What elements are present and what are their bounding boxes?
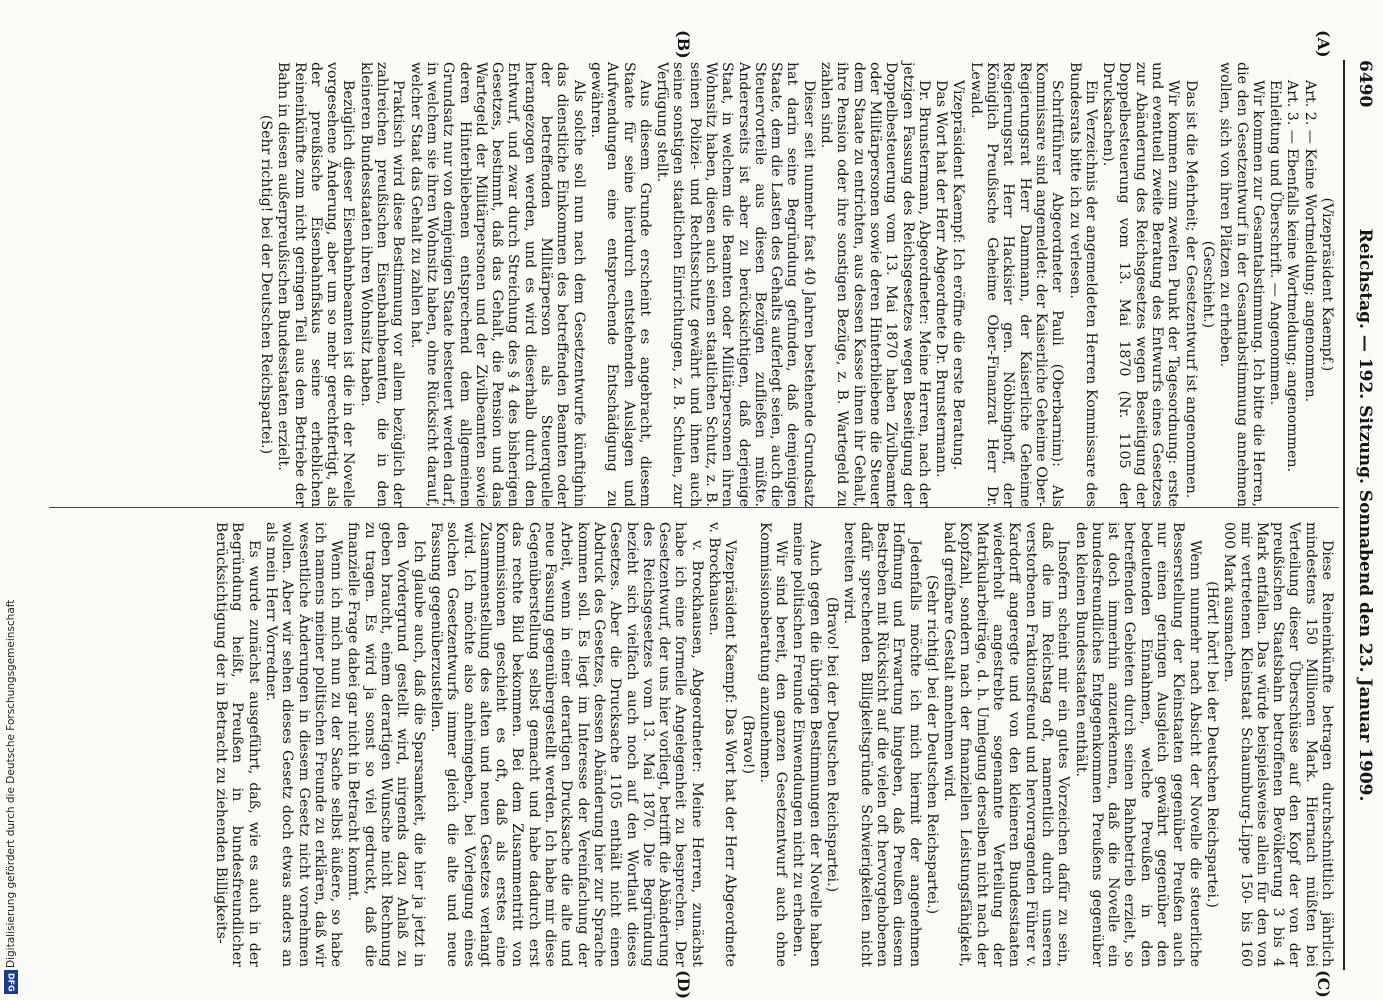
paragraph: Es wurde zunächst ausgeführt, daß, wie es auch in der Begründung heißt, Preußen in bundesfreundlicher Berücksichtigung der in Betracht zu ziehenden Billigkeits- [213,522,262,967]
paragraph: Auch gegen die übrigen Bestimmungen der Novelle haben meine politischen Freunde Einwendungen nicht zu erheben. [790,522,823,967]
paragraph: Diese Reineinkünfte betragen durchschnittlich jährlich mindestens 150 Millionen Mark. Hiernach müßten bei Verteilung dieser Überschüsse auf den Kopf der von der preußischen Staatsbahn betroffenen Bevölkerung 3 bis 4 Mark entfallen. Das würde beispielsweise allein für den von mir vertretenen Kleinstaat Schaumburg-Lippe 150- bis 160 000 Mark ausmachen. [1221,522,1335,967]
paragraph: Wir sind bereit, den ganzen Gesetzentwurf auch ohne Kommissionsberatung anzunehmen. [756,522,790,967]
paragraph: Schriftführer Abgeordneter Pauli (Oberbarnim): Als Kommissare sind angemeldet: der Kaiserliche Geheime Ober-Regierungsrat Herr Dammann, der Kaiserliche Geheime Regierungsrat Herr Hackisier gen. Nöbbinghoff, der Königlich Preußische Geheime Ober-Finanzrat Herr Dr. Lewald. [967,62,1066,507]
paragraph: Einleitung und Überschrift. — Angenommen. [1267,80,1284,405]
paragraph: Jedenfalls möchte ich mich hiermit der angenehmen Hoffnung und Erwartung hingeben, daß Preußen diesem Bestreben mit Rücksicht auf die vielen oft hervorgehobenen dafür sprechenden Billigkeitsgründe Schwierigkeiten nicht bereiten wird. [841,522,923,967]
left-column [257,62,1335,507]
paragraph: Praktisch wird diese Bestimmung vor allem bezüglich der zahlreichen preußischen Eisenbahnbeamten, die in den kleineren Bundesstaaten ihren Wohnsitz haben. [357,62,407,507]
interjection: (Bravo!) [739,715,756,774]
paragraph: v. Brockhausen, Abgeordneter: Meine Herren, zunächst habe ich eine formelle Angelegenheit zu besprechen. Der Gesetzentwurf, der uns hier vorliegt, betrifft die Abänderung des Reichsgesetzes vom 13. Mai 1870. Die Begründung bezieht sich vielfach auch noch auf den Wortlaut dieses Gesetzes. Aber die Drucksache 1105 enthält nicht einen Abdruck des Gesetzes, dessen Abänderung hier zur Sprache kommen soll. Es liegt im Interesse der Vereinfachung der Arbeit, wenn in einer derartigen Drucksache die alte und neue Fassung gegenübergestellt werden. Ich habe mir diese Gegenüberstellung selbst gemacht und habe dadurch erst das rechte Bild bekommen. Bei dem Zusammentritt von Kommissionen geschieht es oft, daß als erstes eine Zusammenstellung des alten und neuen Gesetzes verlangt wird. Ich möchte also anheimgeben, bei Vorlegung eines solchen Gesetzentwurfs immer gleich die alte und neue Fassung gegenüberzustellen. [427,522,705,967]
paragraph: Bezüglich dieser Eisenbahnbeamten ist die in der Novelle vorgesehene Änderung, aber um so mehr gerechtfertigt, als der preußische Eisenbahnfiskus seine erheblichen Reineinkünfte zum nicht geringen Teil aus dem Betriebe der Bahn in diesen außerpreußischen Bundesstaaten erzielt. [275,62,357,507]
interjection: (Hört! hört! bei der Deutschen Reichspartei.) [1203,581,1220,908]
paragraph: Aus diesem Grunde erscheint es angebracht, diesem Staate für seine hierdurch entstehenden Auslagen und Aufwendungen eine entsprechende Entschädigung zu gewähren. [587,62,653,507]
margin-marker-a: (A) [1314,30,1333,58]
paragraph: Art. 3. — Ebenfalls keine Wortmeldung; angenommen. [1284,80,1301,473]
margin-marker-d: (D) [674,970,693,1000]
paragraph: Als solche soll nun nach dem Gesetzentwurfe künftighin das dienstliche Einkommen des betreffenden Beamten oder der betreffenden Militärperson als Steuerquelle herangezogen werden, und es wird dieserhalb durch den Entwurf, und zwar durch Streichung des § 4 des bisherigen Gesetzes, bestimmt, daß das Gehalt, die Pension und das Wartegeld der Militärpersonen und der Zivilbeamten sowie deren Hinterbliebenen entsprechend dem allgemeinen Grundsatz nur von demjenigen Staate besteuert werden darf, in welchem sie ihren Wohnsitz haben, ohne Rücksicht darauf, welcher Staat das Gehalt zu zahlen hat. [407,62,587,507]
interjection: (Bravo! bei der Deutschen Reichspartei.) [824,596,841,893]
page-header [1345,60,1375,970]
page-title: Reichstag. — 192. Sitzung. Sonnabend den 23. Januar 1909. [1355,228,1375,802]
paragraph: Vizepräsident Kaempf: Das Wort hat der Herr Abgeordnete v. Brockhausen. [706,522,739,967]
paragraph: Ich glaube auch, daß die Sparsamkeit, die hier ja jetzt in den Vordergrund gestellt wird, nirgends dazu Anlaß zu geben braucht, einem derartigen Wunsche nicht Rechnung zu tragen. Es wird ja sonst so viel gedruckt, daß die finanzielle Frage dabei gar nicht in Betracht kommt. [345,522,427,967]
paragraph: Insofern scheint mir ein gutes Vorzeichen dafür zu sein, daß die im Reichstag oft, namentlich durch unseren verstorbenen Fraktionsfreund und hervorragenden Führer v. Kardorff angeregte und von den kleineren Bundesstaaten wiederholt angestrebte sogenannte Verteilung der Matrikularbeiträge, d. h. Umlegung derselben nicht nach der Kopfzahl, sondern nach der finanziellen Leistungsfähigkeit, bald greifbare Gestalt annehmen wird. [941,522,1072,967]
right-column [212,522,1335,967]
digitization-watermark [2,0,20,1000]
interjection: (Vizepräsident Kaempf.) [1319,197,1335,372]
margin-marker-b: (B) [674,30,693,59]
paragraph: Ein Verzeichnis der angemeldeten Herren Kommissare des Bundesrats bitte ich zu verlesen. [1066,62,1099,507]
paragraph: Das Wort hat der Herr Abgeordnete Dr. Brunstermann. [933,80,950,478]
paragraph: Wenn ich mich nun zu der Sache selbst äußere, so habe ich namens meiner politischen Freunde zu erklären, daß wir wesentliche Änderungen in diesem Gesetz nicht vornehmen wollen. Aber wir sehen dieses Gesetz doch etwas anders an als mein Herr Vorredner. [263,522,345,967]
paragraph: Wir kommen zur Gesamtabstimmung. Ich bitte die Herren, die den Gesetzentwurf in der Gesamtabstimmung annehmen wollen, sich von ihren Plätzen zu erheben. [1217,62,1266,507]
column-divider [49,507,1339,508]
paragraph: Wenn nunmehr nach Absicht der Novelle die steuerliche Besserstellung der Kleinstaaten gegenüber Preußen auch nur einen geringen Ausgleich gewährt gegenüber den bedeutenden Einnahmen, welche Preußen in den betreffenden Gebieten durch seinen Bahnbetrieb erzielt, so ist doch immerhin anzuerkennen, daß die Novelle ein bundesfreundliches Entgegenkommen Preußens gegenüber den kleinen Bundesstaaten enthält. [1072,522,1203,967]
watermark-text: Digitalisierung gefördert durch die Deutsche Forschungsgemeinschaft [5,599,17,968]
dfg-logo-icon: DFG [4,970,18,994]
paragraph: Art. 2. — Keine Wortmeldung; angenommen. [1301,80,1318,403]
interjection: (Sehr richtig! bei der Deutschen Reichspartei.) [258,114,274,455]
rotated-document-page [43,0,1383,1000]
interjection: (Sehr richtig! bei der Deutschen Reichspartei.) [923,574,940,915]
paragraph: Vizepräsident Kaempf: Ich eröffne die erste Beratung. [950,80,967,471]
margin-marker-c: (C) [1314,970,1333,998]
header-rule [1343,60,1345,970]
paragraph: Dr. Brunstermann, Abgeordneter: Meine Herren, nach der jetzigen Fassung des Reichsgesetzes wegen Beseitigung der Doppelbesteuerung vom 13. Mai 1870 haben Zivilbeamte oder Militärpersonen sowie deren Hinterbliebene die Steuer dem Staate zu entrichten, aus dessen Kasse ihnen ihr Gehalt, ihre Pension oder ihre sonstigen Bezüge, z. B. Wartegeld zu zahlen sind. [818,62,932,507]
page-number: 6490 [1355,60,1375,108]
paragraph: Dieser seit nunmehr fast 40 Jahren bestehende Grundsatz hat darin seine Begründung gefunden, daß demjenigen Staate, dem die Lasten des Gehalts auferlegt seien, auch die Steuervorteile aus diesen Bezügen zufließen müßte. Andererseits ist aber zu berücksichtigen, daß derjenige Staat, in welchem die Beamten oder Militärpersonen ihren Wohnsitz haben, diesen auch seinen staatlichen Schutz, z. B. seinen Polizei- und Rechtsschutz gewährt und ihnen auch seine sonstigen staatlichen Einrichtungen, z. B. Schulen, zur Verfügung stellt. [654,62,817,507]
interjection: (Geschieht.) [1199,240,1216,329]
paragraph: Wir kommen zum zweiten Punkt der Tagesordnung: erste und eventuell zweite Beratung des Entwurfs eines Gesetzes zur Abänderung des Reichsgesetzes wegen Beseitigung der Doppelbesteuerung vom 13. Mai 1870 (Nr. 1105 der Drucksachen). [1100,62,1182,507]
paragraph: Das ist die Mehrheit; der Gesetzentwurf ist angenommen. [1182,80,1199,499]
